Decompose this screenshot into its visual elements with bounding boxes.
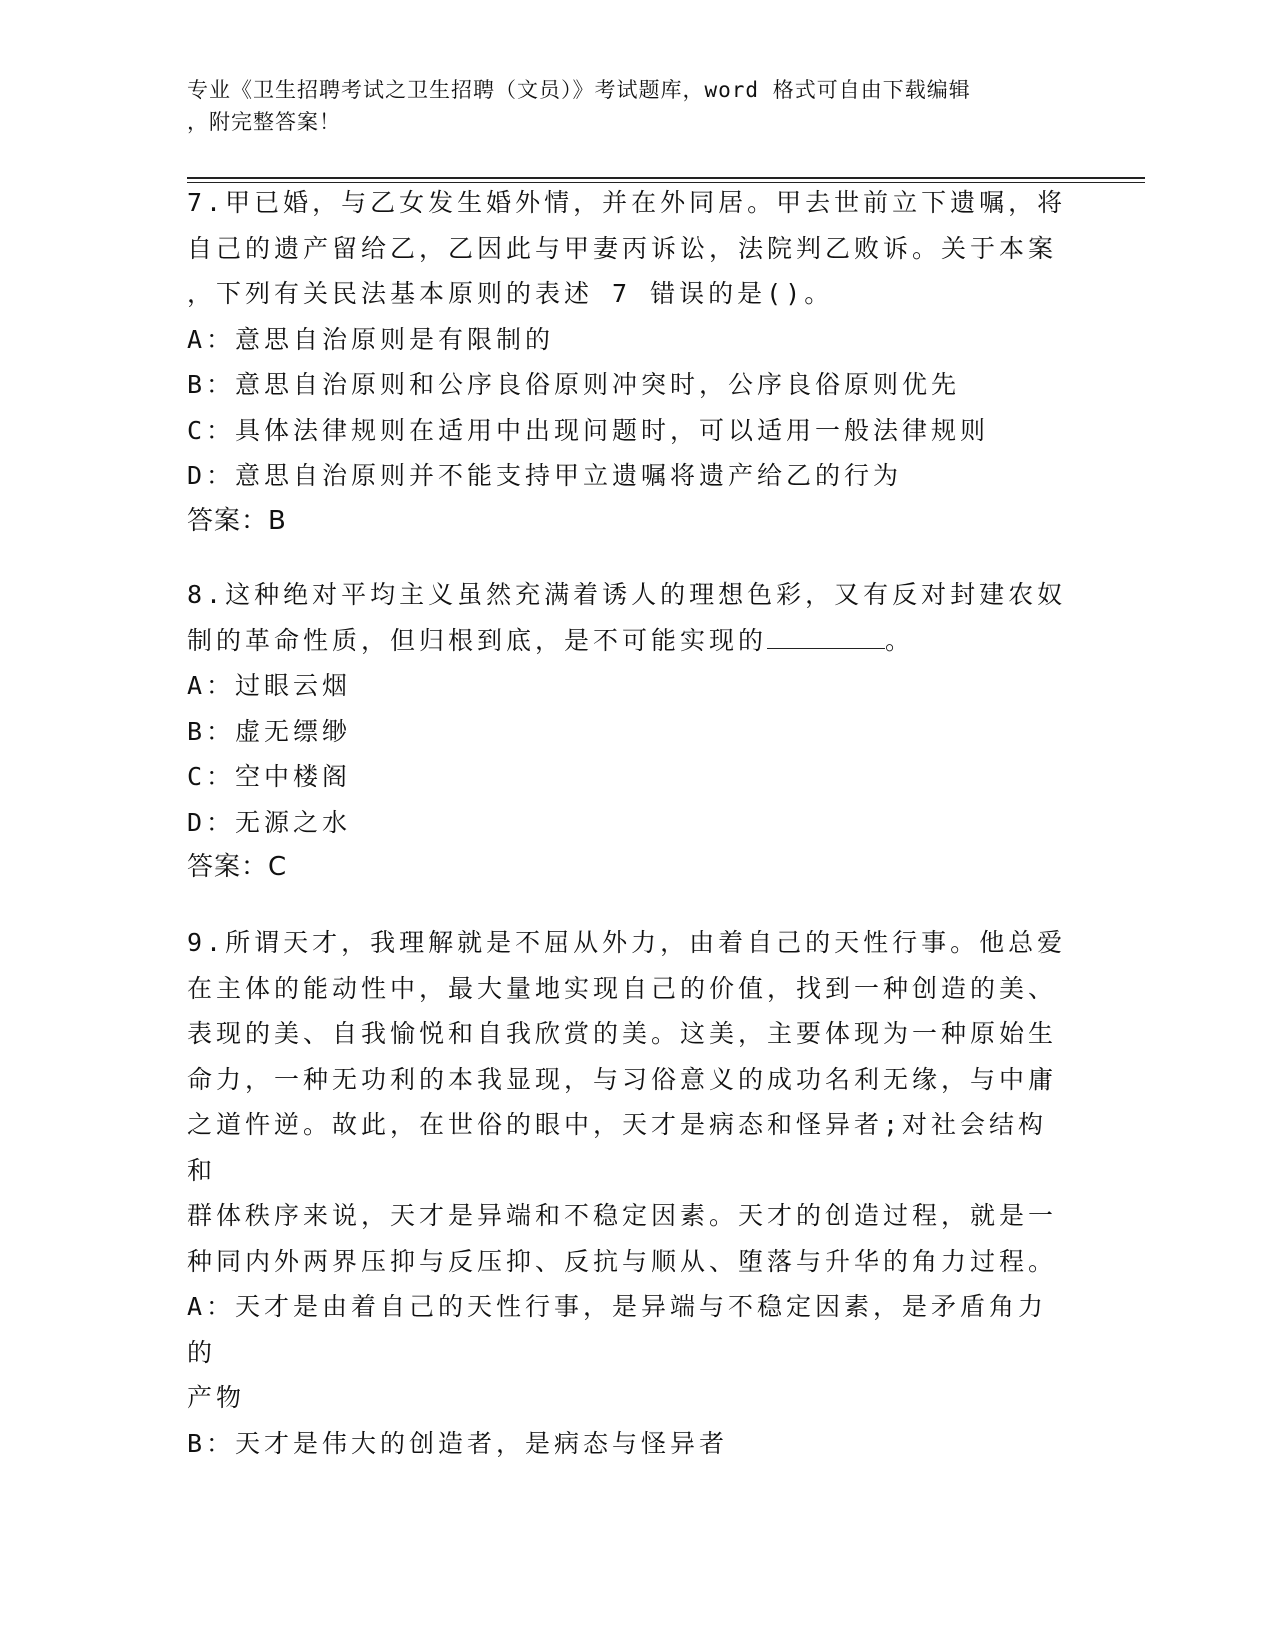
option-d: D：意思自治原则并不能支持甲立遗嘱将遗产给乙的行为 [187, 461, 903, 490]
question-stem-line: 7.甲已婚，与乙女发生婚外情，并在外同居。甲去世前立下遗嘱，将 [187, 188, 1067, 217]
option-a: A：意思自治原则是有限制的 [187, 324, 555, 354]
question-stem-line: 在主体的能动性中，最大量地实现自己的价值，找到一种创造的美、 [187, 973, 1058, 1003]
answer-text: 答案：B [187, 505, 287, 536]
option-b: B：虚无缥缈 [187, 716, 352, 746]
option-a: A：过眼云烟 [187, 671, 352, 700]
question-8 [187, 572, 1067, 891]
document-header [187, 74, 1067, 138]
question-stem-line: 群体秩序来说，天才是异端和不稳定因素。天才的创造过程，就是一 [187, 1201, 1058, 1230]
question-stem-line: 种同内外两界压抑与反压抑、反抗与顺从、堕落与升华的角力过程。 [187, 1246, 1058, 1276]
header-line-2: ，附完整答案！ [187, 110, 341, 134]
stem-text: 制的革命性质，但归根到底，是不可能实现的 [187, 625, 768, 655]
question-stem-line: 之道忤逆。故此，在世俗的眼中，天才是病态和怪异者;对社会结构和 [187, 1110, 1048, 1185]
question-stem-line: 9.所谓天才，我理解就是不屈从外力，由着自己的天性行事。他总爱 [187, 928, 1067, 957]
question-stem-line: 命力，一种无功利的本我显现，与习俗意义的成功名利无缘，与中庸 [187, 1064, 1058, 1094]
option-a-continued: 产物 [187, 1383, 246, 1412]
option-a: A：天才是由着自己的天性行事，是异端与不稳定因素，是矛盾角力的 [187, 1292, 1048, 1367]
header-divider-thick [187, 177, 1145, 179]
option-c: C：空中楼阁 [187, 762, 352, 791]
fill-in-blank [767, 626, 885, 649]
question-9 [187, 920, 1067, 1466]
header-line-1: 专业《卫生招聘考试之卫生招聘（文员）》考试题库，word 格式可自由下载编辑 [187, 78, 971, 102]
option-b: B：意思自治原则和公序良俗原则冲突时，公序良俗原则优先 [187, 370, 961, 399]
option-d: D：无源之水 [187, 807, 352, 837]
question-stem-line: 自己的遗产留给乙，乙因此与甲妻丙诉讼，法院判乙败诉。关于本案 [187, 233, 1058, 263]
question-7 [187, 180, 1067, 544]
option-b: B：天才是伟大的创造者，是病态与怪异者 [187, 1428, 729, 1458]
question-stem-line: 表现的美、自我愉悦和自我欣赏的美。这美，主要体现为一种原始生 [187, 1019, 1058, 1048]
question-stem-line [187, 618, 1067, 664]
stem-text: 。 [885, 625, 915, 655]
answer-text: 答案：C [187, 852, 288, 882]
question-stem-line: 8.这种绝对平均主义虽然充满着诱人的理想色彩，又有反对封建农奴 [187, 580, 1067, 609]
option-c: C：具体法律规则在适用中出现问题时，可以适用一般法律规则 [187, 415, 990, 445]
question-stem-line: ，下列有关民法基本原则的表述 7 错误的是()。 [187, 279, 834, 308]
